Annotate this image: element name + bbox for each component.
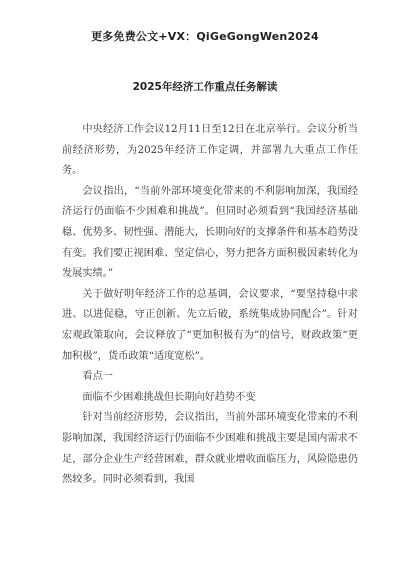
paragraph-intro: 中央经济工作会议12月11日至12日在北京举行。会议分析当前经济形势，为2025年经济工作定调，并部署九大重点工作任务。 bbox=[62, 124, 358, 177]
document-body bbox=[62, 120, 358, 491]
document-title: 2025年经济工作重点任务解读 bbox=[132, 81, 278, 93]
paragraph-policy-tone: 关于做好明年经济工作的总基调，会议要求，“要坚持稳中求进、以进促稳，守正创新、先立后破，系统集成协同配合”。针对宏观政策取向，会议释放了“更加积极有为”的信号，财政政策“更加积极”，货币政策“适度宽松”。 bbox=[62, 288, 358, 362]
paragraph-section-body: 针对当前经济形势，会议指出，当前外部环境变化带来的不利影响加深，我国经济运行仍面临不少困难和挑战主要是国内需求不足，部分企业生产经营困难，群众就业增收面临压力，风险隐患仍然较多。同时必须看到，我国 bbox=[62, 412, 358, 486]
watermark-header: 更多免费公文+VX：QiGeGongWen2024 bbox=[91, 30, 319, 43]
section-heading: 面临不少困难挑战但长期向好趋势不变 bbox=[82, 391, 256, 403]
section-label: 看点一 bbox=[82, 371, 113, 383]
paragraph-assessment: 会议指出，“当前外部环境变化带来的不利影响加深，我国经济运行仍面临不少困难和挑战”。但同时必须看到“我国经济基础稳、优势多、韧性强、潜能大，长期向好的支撑条件和基本趋势没有变。我们要正视困难、坚定信心，努力把各方面积极因素转化为发展实绩。” bbox=[62, 185, 358, 280]
